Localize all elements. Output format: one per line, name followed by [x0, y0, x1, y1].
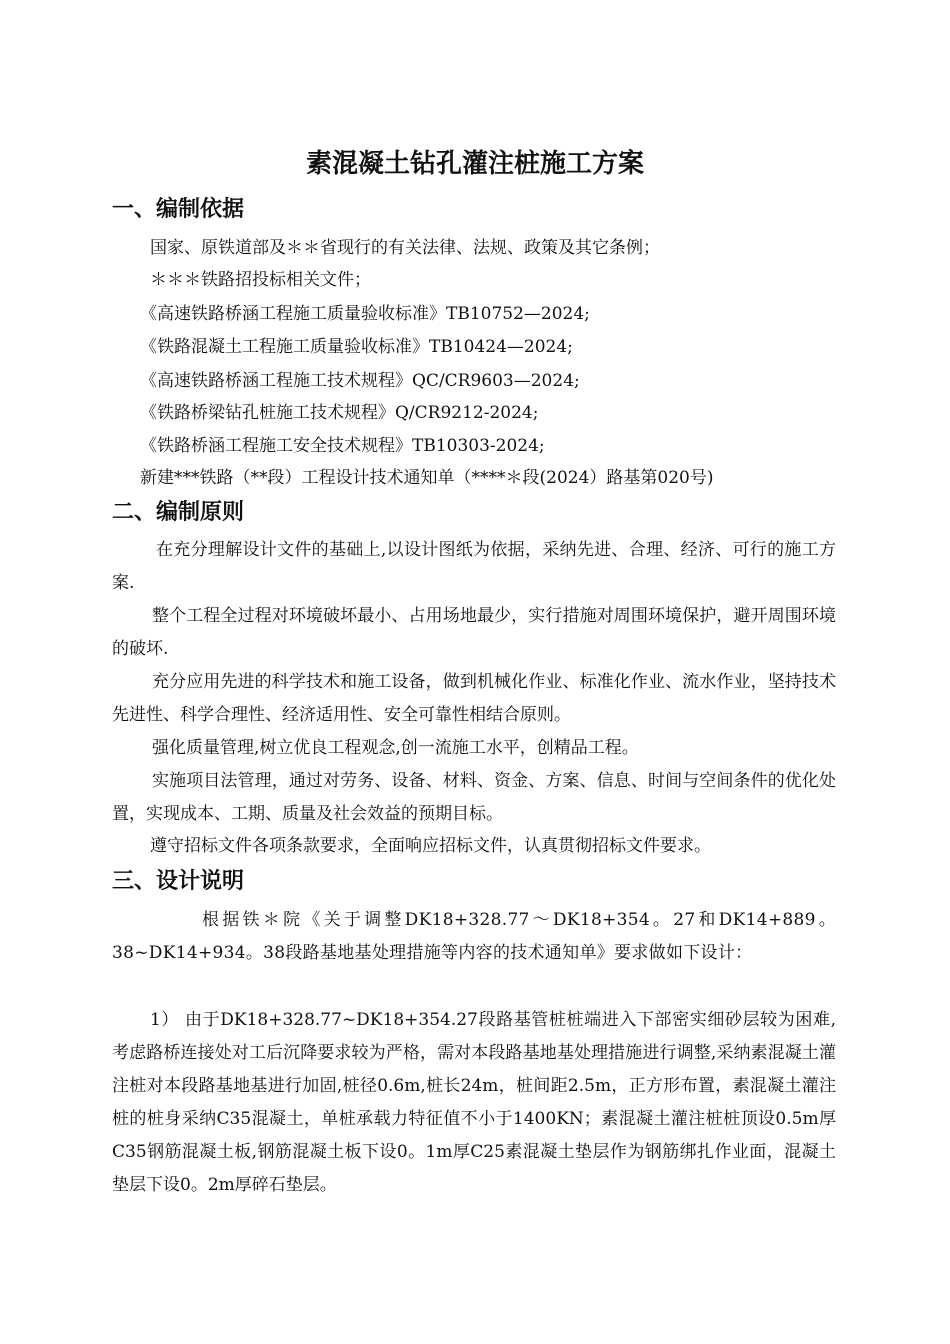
basis-item: 新建***铁路（**段）工程设计技术通知单（****＊段(2024）路基第020号) [140, 468, 714, 488]
basis-item: 《高速铁路桥涵工程施工质量验收标准》TB10752—2024; [140, 304, 590, 324]
basis-item: 《高速铁路桥涵工程施工技术规程》QC/CR9603—2024; [140, 371, 580, 391]
basis-item: 国家、原铁道部及＊＊省现行的有关法律、法规、政策及其它条例； [150, 238, 660, 258]
document-title: 素混凝土钻孔灌注桩施工方案 [305, 149, 644, 179]
principle-paragraph: 充分应用先进的科学技术和施工设备，做到机械化作业、标准化作业、流水作业，坚持技术先进性、科学合理性、经济适用性、安全可靠性相结合原则。 [112, 672, 836, 725]
principle-paragraph: 在充分理解设计文件的基础上,以设计图纸为依据，采纳先进、合理、经济、可行的施工方案. [112, 540, 836, 593]
section-heading-basis: 一、编制依据 [112, 197, 245, 222]
basis-item: 《铁路桥梁钻孔桩施工技术规程》Q/CR9212-2024; [140, 403, 539, 423]
basis-item: 《铁路混凝土工程施工质量验收标准》TB10424—2024; [140, 337, 573, 357]
design-item-paragraph: 1） 由于DK18+328.77~DK18+354.27段路基管桩桩端进入下部密实细砂层较为困难,考虑路桥连接处对工后沉降要求较为严格，需对本段路基地基处理措施进行调整,采纳素混凝土灌注桩对本段路基地基进行加固,桩径0.6m,桩长24m，桩间距2.5m，正方形布置，素混凝土灌注桩的桩身采纳C35混凝土，单桩承载力特征值不小于1400KN；素混凝土灌注桩桩顶设0.5m厚C35钢筋混凝土板,钢筋混凝土板下设0。1m厚C25素混凝土垫层作为钢筋绑扎作业面，混凝土垫层下设0。2m厚碎石垫层。 [112, 1010, 836, 1195]
section-heading-design: 三、设计说明 [112, 869, 245, 894]
principle-paragraph: 实施项目法管理，通过对劳务、设备、材料、资金、方案、信息、时间与空间条件的优化处置，实现成本、工期、质量及社会效益的预期目标。 [112, 771, 836, 824]
design-intro-paragraph: 根据铁＊院《关于调整DK18+328.77～DK18+354。27和DK14+889。38~DK14+934。38段路基地基处理措施等内容的技术通知单》要求做如下设计： [112, 910, 836, 963]
section-heading-principles: 二、编制原则 [112, 500, 245, 525]
principle-paragraph: 遵守招标文件各项条款要求，全面响应招标文件，认真贯彻招标文件要求。 [150, 836, 711, 856]
principle-paragraph: 整个工程全过程对环境破坏最小、占用场地最少，实行措施对周围环境保护，避开周围环境的破坏. [112, 606, 836, 659]
principle-paragraph: 强化质量管理,树立优良工程观念,创一流施工水平，创精品工程。 [152, 738, 639, 758]
basis-item: 《铁路桥涵工程施工安全技术规程》TB10303-2024; [140, 436, 545, 456]
basis-item: ＊＊＊铁路招投标相关文件； [150, 270, 371, 290]
